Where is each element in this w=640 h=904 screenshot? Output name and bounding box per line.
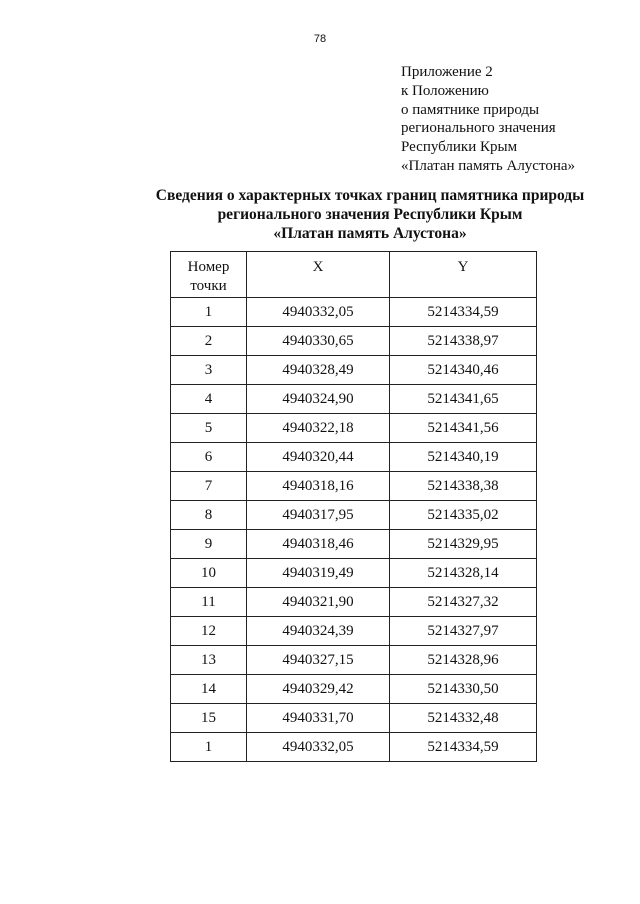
point-number-cell: 15 bbox=[171, 704, 247, 733]
x-coordinate-cell: 4940318,16 bbox=[247, 472, 390, 501]
appendix-line: о памятнике природы bbox=[401, 101, 540, 118]
appendix-line: Республики Крым bbox=[401, 139, 518, 156]
y-coordinate-cell: 5214328,96 bbox=[390, 646, 537, 675]
y-coordinate-cell: 5214329,95 bbox=[390, 530, 537, 559]
y-coordinate-cell: 5214338,97 bbox=[390, 327, 537, 356]
table-row bbox=[171, 385, 537, 414]
x-coordinate-cell: 4940328,49 bbox=[247, 356, 390, 385]
y-coordinate-cell: 5214334,59 bbox=[390, 733, 537, 762]
table-row bbox=[171, 559, 537, 588]
point-number-cell: 9 bbox=[171, 530, 247, 559]
point-number-cell: 13 bbox=[171, 646, 247, 675]
point-number-cell: 8 bbox=[171, 501, 247, 530]
header-point-number bbox=[171, 252, 247, 298]
table-row bbox=[171, 588, 537, 617]
x-coordinate-cell: 4940331,70 bbox=[247, 704, 390, 733]
y-coordinate-cell: 5214341,56 bbox=[390, 414, 537, 443]
header-point-number-line1: Номер bbox=[187, 259, 230, 275]
table-row bbox=[171, 298, 537, 327]
table-row bbox=[171, 443, 537, 472]
table-header-row bbox=[171, 252, 537, 298]
appendix-line: к Положению bbox=[401, 82, 489, 99]
x-coordinate-cell: 4940332,05 bbox=[247, 298, 390, 327]
table-row bbox=[171, 733, 537, 762]
table-row bbox=[171, 501, 537, 530]
point-number-cell: 12 bbox=[171, 617, 247, 646]
y-coordinate-cell: 5214335,02 bbox=[390, 501, 537, 530]
point-number-cell: 1 bbox=[171, 733, 247, 762]
coordinates-table bbox=[170, 251, 537, 762]
y-coordinate-cell: 5214340,19 bbox=[390, 443, 537, 472]
table-row bbox=[171, 530, 537, 559]
appendix-line: регионального значения bbox=[401, 120, 556, 137]
y-coordinate-cell: 5214340,46 bbox=[390, 356, 537, 385]
y-coordinate-cell: 5214338,38 bbox=[390, 472, 537, 501]
table-row bbox=[171, 646, 537, 675]
point-number-cell: 14 bbox=[171, 675, 247, 704]
y-coordinate-cell: 5214341,65 bbox=[390, 385, 537, 414]
point-number-cell: 3 bbox=[171, 356, 247, 385]
point-number-cell: 4 bbox=[171, 385, 247, 414]
header-x: X bbox=[247, 252, 390, 298]
y-coordinate-cell: 5214332,48 bbox=[390, 704, 537, 733]
x-coordinate-cell: 4940324,39 bbox=[247, 617, 390, 646]
point-number-cell: 1 bbox=[171, 298, 247, 327]
x-coordinate-cell: 4940322,18 bbox=[247, 414, 390, 443]
x-coordinate-cell: 4940317,95 bbox=[247, 501, 390, 530]
x-coordinate-cell: 4940329,42 bbox=[247, 675, 390, 704]
y-coordinate-cell: 5214327,32 bbox=[390, 588, 537, 617]
point-number-cell: 10 bbox=[171, 559, 247, 588]
x-coordinate-cell: 4940319,49 bbox=[247, 559, 390, 588]
table-row bbox=[171, 414, 537, 443]
table-row bbox=[171, 704, 537, 733]
y-coordinate-cell: 5214334,59 bbox=[390, 298, 537, 327]
table-row bbox=[171, 327, 537, 356]
x-coordinate-cell: 4940332,05 bbox=[247, 733, 390, 762]
table-row bbox=[171, 617, 537, 646]
point-number-cell: 6 bbox=[171, 443, 247, 472]
title-line: «Платан память Алустона» bbox=[273, 225, 467, 242]
title-line: Сведения о характерных точках границ памятника природы bbox=[155, 187, 585, 204]
x-coordinate-cell: 4940324,90 bbox=[247, 385, 390, 414]
appendix-reference bbox=[401, 63, 575, 176]
y-coordinate-cell: 5214330,50 bbox=[390, 675, 537, 704]
table-row bbox=[171, 675, 537, 704]
y-coordinate-cell: 5214328,14 bbox=[390, 559, 537, 588]
appendix-line: «Платан память Алустона» bbox=[401, 157, 576, 174]
x-coordinate-cell: 4940320,44 bbox=[247, 443, 390, 472]
table-row bbox=[171, 472, 537, 501]
header-y: Y bbox=[390, 252, 537, 298]
x-coordinate-cell: 4940330,65 bbox=[247, 327, 390, 356]
x-coordinate-cell: 4940321,90 bbox=[247, 588, 390, 617]
table-row bbox=[171, 356, 537, 385]
point-number-cell: 7 bbox=[171, 472, 247, 501]
x-coordinate-cell: 4940327,15 bbox=[247, 646, 390, 675]
x-coordinate-cell: 4940318,46 bbox=[247, 530, 390, 559]
point-number-cell: 11 bbox=[171, 588, 247, 617]
title-line: регионального значения Республики Крым bbox=[217, 206, 523, 223]
appendix-line: Приложение 2 bbox=[401, 64, 493, 80]
y-coordinate-cell: 5214327,97 bbox=[390, 617, 537, 646]
page-number: 78 bbox=[313, 33, 327, 45]
header-point-number-line2: точки bbox=[190, 278, 227, 294]
point-number-cell: 2 bbox=[171, 327, 247, 356]
point-number-cell: 5 bbox=[171, 414, 247, 443]
document-title bbox=[100, 186, 640, 243]
